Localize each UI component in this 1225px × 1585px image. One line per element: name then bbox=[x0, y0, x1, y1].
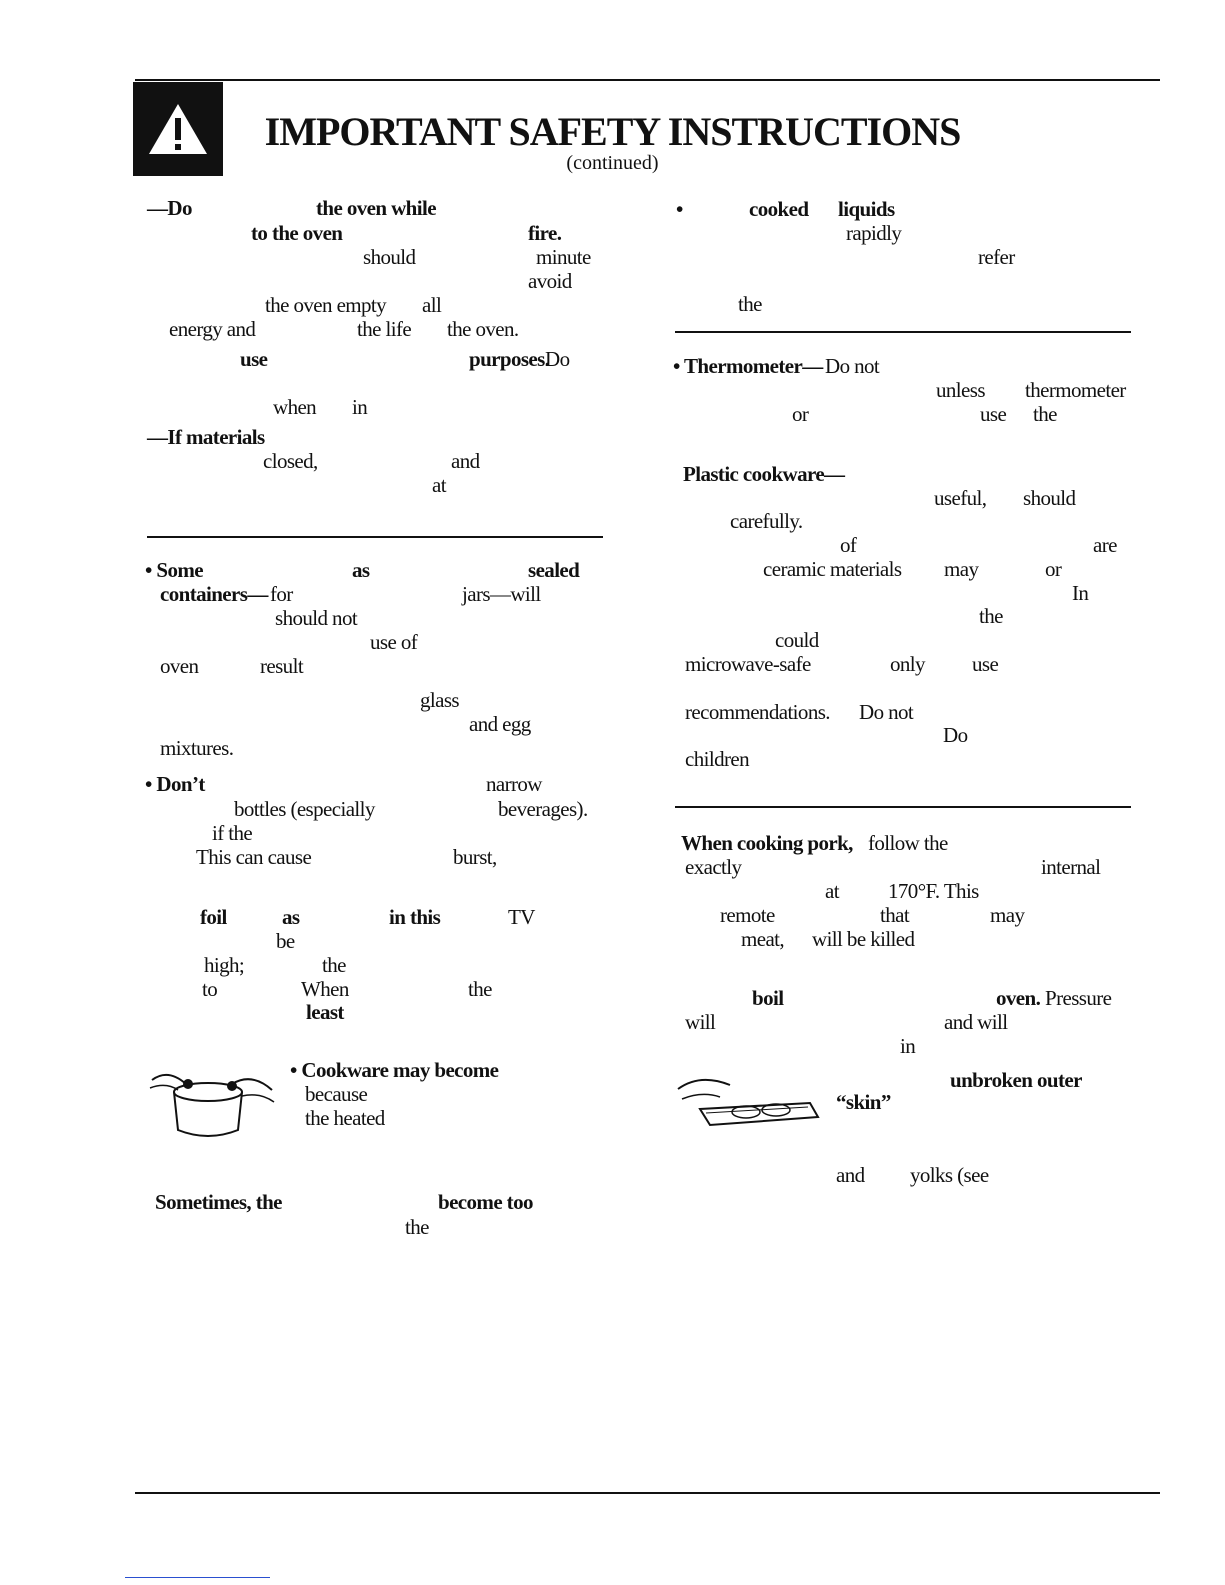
text-fragment: and will bbox=[944, 1010, 1008, 1034]
text-fragment: When cooking pork, bbox=[681, 831, 853, 855]
text-fragment: beverages). bbox=[498, 797, 588, 821]
text-fragment: refer bbox=[978, 245, 1015, 269]
page-title: IMPORTANT SAFETY INSTRUCTIONS bbox=[264, 109, 961, 154]
text-fragment: carefully. bbox=[730, 509, 803, 533]
pot-with-mitts-icon bbox=[148, 1062, 278, 1144]
text-fragment: follow the bbox=[868, 831, 948, 855]
text-fragment: This can cause bbox=[196, 845, 312, 869]
text-fragment: • Don’t bbox=[145, 772, 205, 796]
text-fragment: the oven while bbox=[316, 196, 436, 220]
text-fragment: closed, bbox=[263, 449, 318, 473]
text-fragment: the oven empty bbox=[265, 293, 387, 317]
section-divider bbox=[675, 806, 1131, 808]
text-fragment: jars—will bbox=[462, 582, 541, 606]
text-fragment: foil bbox=[200, 905, 227, 929]
text-fragment: boil bbox=[752, 986, 784, 1010]
section-divider bbox=[147, 536, 603, 538]
text-fragment: burst, bbox=[453, 845, 497, 869]
text-fragment: are bbox=[1093, 533, 1117, 557]
text-fragment: in bbox=[900, 1034, 916, 1058]
text-fragment: ceramic materials bbox=[763, 557, 902, 581]
text-fragment: unless bbox=[936, 378, 985, 402]
text-fragment: use of bbox=[370, 630, 418, 654]
text-fragment: use bbox=[972, 652, 999, 676]
text-fragment: the bbox=[979, 604, 1003, 628]
text-fragment: when bbox=[273, 395, 317, 419]
text-fragment: unbroken outer bbox=[950, 1068, 1082, 1092]
text-fragment: cooked bbox=[749, 197, 809, 221]
text-fragment: children bbox=[685, 747, 750, 771]
text-fragment: use bbox=[240, 347, 268, 371]
text-fragment: and bbox=[451, 449, 480, 473]
text-fragment: high; bbox=[204, 953, 245, 977]
text-fragment: —If materials bbox=[147, 425, 265, 449]
bottom-rule bbox=[135, 1492, 1160, 1494]
text-fragment: the heated bbox=[305, 1106, 385, 1130]
text-fragment: Plastic cookware— bbox=[683, 462, 845, 486]
text-fragment: the bbox=[322, 953, 346, 977]
text-fragment: become too bbox=[438, 1190, 533, 1214]
text-fragment: only bbox=[890, 652, 925, 676]
text-fragment: of bbox=[840, 533, 857, 557]
text-fragment: energy and bbox=[169, 317, 256, 341]
text-fragment: • Thermometer— bbox=[673, 354, 823, 378]
text-fragment: in this bbox=[389, 905, 441, 929]
text-fragment: should bbox=[363, 245, 416, 269]
text-fragment: Do not bbox=[859, 700, 914, 724]
text-fragment: will bbox=[685, 1010, 716, 1034]
text-fragment: purposes. bbox=[469, 347, 550, 371]
text-fragment: In bbox=[1072, 581, 1089, 605]
text-fragment: avoid bbox=[528, 269, 572, 293]
page-subtitle: (continued) bbox=[566, 152, 659, 174]
text-fragment: to bbox=[202, 977, 218, 1001]
text-fragment: bottles (especially bbox=[234, 797, 375, 821]
text-fragment: yolks (see bbox=[910, 1163, 989, 1187]
text-fragment: • Some bbox=[145, 558, 203, 582]
text-fragment: internal bbox=[1041, 855, 1101, 879]
text-fragment: 170°F. This bbox=[888, 879, 979, 903]
text-fragment: —Do bbox=[147, 196, 192, 220]
text-fragment: for bbox=[270, 582, 293, 606]
text-fragment: the bbox=[468, 977, 492, 1001]
bottom-link-underline bbox=[125, 1577, 270, 1578]
text-fragment: because bbox=[305, 1082, 368, 1106]
text-fragment: remote bbox=[720, 903, 775, 927]
text-fragment: to the oven bbox=[251, 221, 343, 245]
text-fragment: microwave-safe bbox=[685, 652, 811, 676]
text-fragment: thermometer bbox=[1025, 378, 1126, 402]
text-fragment: Do bbox=[545, 347, 570, 371]
text-fragment: the bbox=[738, 292, 762, 316]
text-fragment: the bbox=[405, 1215, 429, 1239]
text-fragment: glass bbox=[420, 688, 460, 712]
text-fragment: use bbox=[980, 402, 1007, 426]
text-fragment: or bbox=[792, 402, 809, 426]
text-fragment: narrow bbox=[486, 772, 542, 796]
text-fragment: sealed bbox=[528, 558, 580, 582]
text-fragment: at bbox=[825, 879, 839, 903]
text-fragment: • Cookware may become bbox=[290, 1058, 499, 1082]
text-fragment: fire. bbox=[528, 221, 562, 245]
text-fragment: When bbox=[301, 977, 349, 1001]
text-fragment: and bbox=[836, 1163, 865, 1187]
text-fragment: rapidly bbox=[846, 221, 902, 245]
text-fragment: and egg bbox=[469, 712, 531, 736]
text-fragment: as bbox=[352, 558, 370, 582]
text-fragment: at bbox=[432, 473, 446, 497]
text-fragment: meat, bbox=[741, 927, 785, 951]
text-fragment: the oven. bbox=[447, 317, 519, 341]
text-fragment: may bbox=[944, 557, 979, 581]
text-fragment: the life bbox=[357, 317, 412, 341]
text-fragment: or bbox=[1045, 557, 1062, 581]
text-fragment: TV bbox=[508, 905, 535, 929]
text-fragment: • bbox=[676, 197, 683, 221]
text-fragment: could bbox=[775, 628, 819, 652]
text-fragment: liquids bbox=[838, 197, 895, 221]
text-fragment: as bbox=[282, 905, 300, 929]
text-fragment: minute bbox=[536, 245, 591, 269]
text-fragment: that bbox=[880, 903, 910, 927]
text-fragment: Do bbox=[943, 723, 968, 747]
text-fragment: Do not bbox=[825, 354, 880, 378]
baking-dish-icon bbox=[676, 1065, 826, 1137]
text-fragment: the bbox=[1033, 402, 1057, 426]
text-fragment: Pressure bbox=[1045, 986, 1112, 1010]
text-fragment: oven bbox=[160, 654, 199, 678]
text-fragment: oven. bbox=[996, 986, 1041, 1010]
text-fragment: be bbox=[276, 929, 295, 953]
text-fragment: useful, bbox=[934, 486, 987, 510]
text-fragment: recommendations. bbox=[685, 700, 830, 724]
text-fragment: should not bbox=[275, 606, 358, 630]
text-fragment: exactly bbox=[685, 855, 742, 879]
top-rule bbox=[135, 79, 1160, 81]
section-divider bbox=[675, 331, 1131, 333]
text-fragment: containers— bbox=[160, 582, 268, 606]
text-fragment: if the bbox=[212, 821, 253, 845]
text-fragment: all bbox=[422, 293, 442, 317]
text-fragment: in bbox=[352, 395, 368, 419]
text-fragment: Sometimes, the bbox=[155, 1190, 282, 1214]
text-fragment: least bbox=[306, 1000, 344, 1024]
text-fragment: “skin” bbox=[836, 1090, 891, 1114]
text-fragment: may bbox=[990, 903, 1025, 927]
text-fragment: should bbox=[1023, 486, 1076, 510]
text-fragment: result bbox=[260, 654, 304, 678]
text-fragment: mixtures. bbox=[160, 736, 234, 760]
text-fragment: will be killed bbox=[812, 927, 915, 951]
